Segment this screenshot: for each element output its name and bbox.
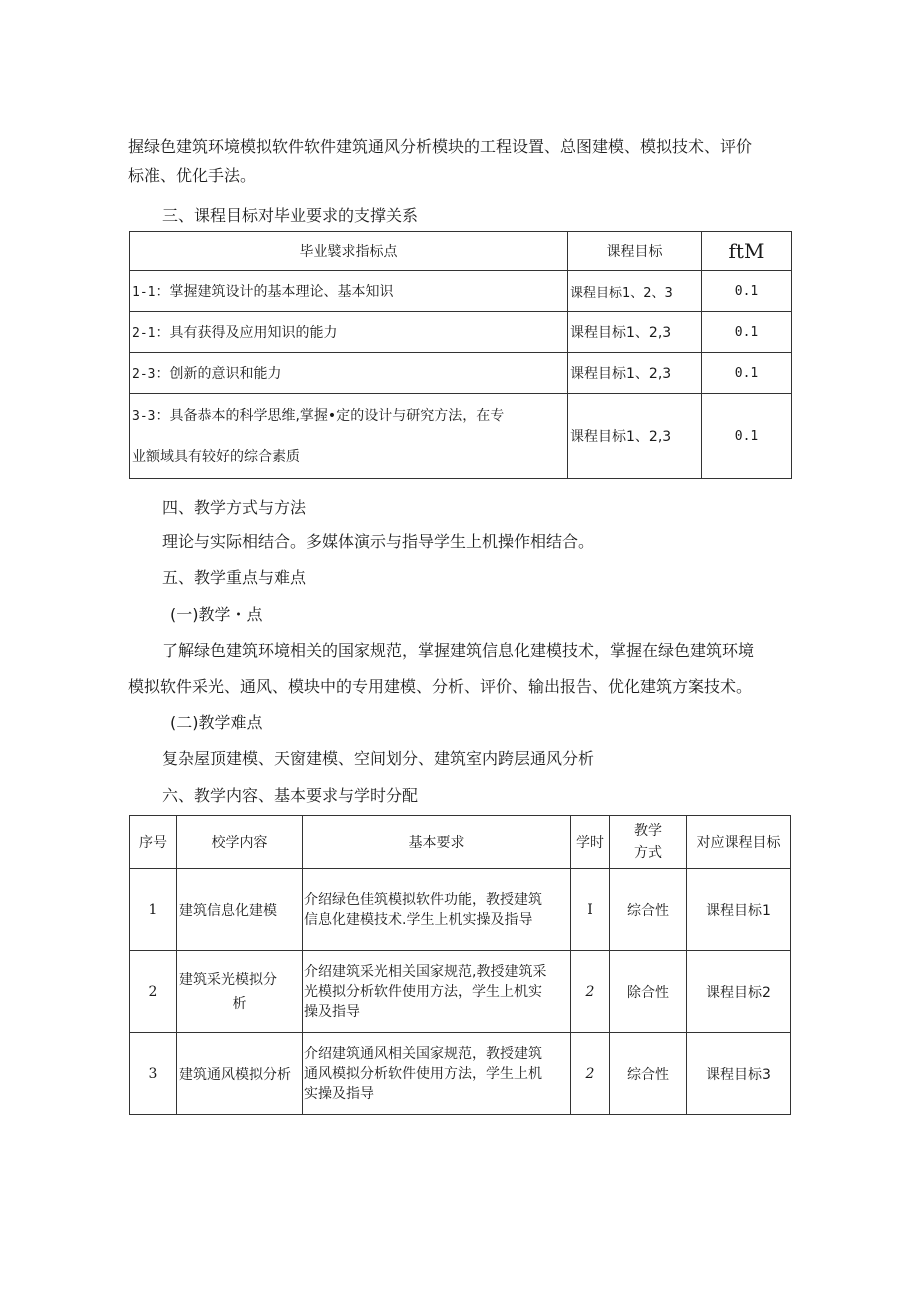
section-5-body-1 xyxy=(128,636,754,701)
row-number: 3 xyxy=(130,1033,177,1115)
row-hours: 2 xyxy=(571,1033,610,1115)
header-number: 序号 xyxy=(130,816,177,869)
table-row xyxy=(130,394,792,479)
row-req-line-1: 介绍建筑通风相关国家规范，教授建筑 xyxy=(304,1045,542,1062)
section-4-body: 理论与实际相结合。多媒体演示与指导学生上机操作相结合。 xyxy=(162,532,595,551)
intro-paragraph xyxy=(128,132,752,190)
row-target: 课程目标2 xyxy=(687,951,791,1033)
row-req-line-2: 通风模拟分析软件使用方法，学生上机 xyxy=(304,1065,542,1082)
body-1-line-1: 了解绿色建筑环境相关的国家规范，掌握建筑信息化建模技术，掌握在绿色建筑环境 xyxy=(162,641,755,660)
section-4-heading: 四、教学方式与方法 xyxy=(162,498,307,517)
table-row xyxy=(130,1033,791,1115)
table-header-row xyxy=(130,816,791,869)
course-goal-cell: 课程目标1、2、3 xyxy=(568,271,702,312)
section-5-heading: 五、教学重点与难点 xyxy=(162,568,307,587)
indicator-text-line-2: 业额域具有较好的综合素质 xyxy=(132,448,300,465)
table-header-row xyxy=(130,232,792,271)
row-req-line-1: 介绍建筑采光相关国家规范,教授建筑采 xyxy=(304,963,547,980)
body-1-line-2: 模拟软件采光、通风、模块中的专用建模、分析、评价、输出报告、优化建筑方案技术。 xyxy=(128,677,753,696)
row-method: 除合性 xyxy=(610,951,687,1033)
header-content: 校学内容 xyxy=(177,816,303,869)
row-content xyxy=(177,951,303,1033)
row-content-line-1: 建筑信息化建模 xyxy=(179,902,277,919)
header-grad-requirement: 毕业襞求指标点 xyxy=(130,232,568,271)
row-req-line-3: 操及指导 xyxy=(304,1003,360,1020)
row-number: 1 xyxy=(130,869,177,951)
row-content xyxy=(177,869,303,951)
course-goal-cell: 课程目标1、2,3 xyxy=(568,312,702,353)
row-req-line-1: 介绍绿色佳筑模拟软件功能，教授建筑 xyxy=(304,891,542,908)
header-hours: 学时 xyxy=(571,816,610,869)
intro-line-1: 握绿色建筑环境模拟软件软件建筑通风分析模块的工程设置、总图建模、模拟技术、评价 xyxy=(128,137,753,156)
row-requirement xyxy=(303,951,571,1033)
indicator-text: ：创新的意识和能力 xyxy=(155,366,282,382)
row-method: 综合性 xyxy=(610,869,687,951)
indicator-code: 1-1 xyxy=(132,285,156,300)
row-content xyxy=(177,1033,303,1115)
teaching-content-table xyxy=(129,815,791,1115)
row-req-line-3: 实操及指导 xyxy=(304,1085,374,1102)
row-content-line-1: 建筑采光模拟分 xyxy=(179,971,277,988)
row-req-line-2: 光模拟分析软件使用方法，学生上机实 xyxy=(304,983,542,1000)
indicator-text: ：具备恭本的科学思维,掌握•定的设计与研究方法，在专 xyxy=(155,407,505,424)
weight-cell: 0.1 xyxy=(702,353,792,394)
indicator-code: 2-3 xyxy=(132,367,156,382)
row-hours: I xyxy=(571,869,610,951)
row-content-line-2: 析 xyxy=(232,995,247,1012)
header-weight: ftM xyxy=(702,232,792,271)
header-target: 对应课程目标 xyxy=(687,816,791,869)
course-goal-cell: 课程目标1、2,3 xyxy=(568,394,702,479)
table-row xyxy=(130,353,792,394)
weight-cell: 0.1 xyxy=(702,394,792,479)
indicator-code: 3-3 xyxy=(132,408,156,424)
weight-cell: 0.1 xyxy=(702,271,792,312)
header-course-goal: 课程目标 xyxy=(568,232,702,271)
indicator-text: ：具有获得及应用知识的能力 xyxy=(155,325,338,341)
table-row xyxy=(130,271,792,312)
table-row xyxy=(130,869,791,951)
indicator-code: 2-1 xyxy=(132,326,156,341)
row-hours: 2 xyxy=(571,951,610,1033)
intro-line-2: 标准、优化手法。 xyxy=(128,166,257,185)
header-method-line-2: 方式 xyxy=(634,845,662,861)
header-method-line-1: 教学 xyxy=(634,823,662,839)
row-requirement xyxy=(303,1033,571,1115)
course-goal-cell: 课程目标1、2,3 xyxy=(568,353,702,394)
row-requirement xyxy=(303,869,571,951)
support-relation-table xyxy=(129,231,792,479)
section-6-heading: 六、教学内容、基本要求与学时分配 xyxy=(162,786,419,805)
indicator-text: ：掌握建筑设计的基本理论、基本知识 xyxy=(155,284,394,300)
table-row xyxy=(130,951,791,1033)
section-3-heading: 三、课程目标对毕业要求的支撑关系 xyxy=(162,206,419,225)
row-target: 课程目标1 xyxy=(687,869,791,951)
header-method xyxy=(610,816,687,869)
section-5-body-2: 复杂屋顶建模、天窗建模、空间划分、建筑室内跨层通风分析 xyxy=(162,749,595,768)
weight-cell: 0.1 xyxy=(702,312,792,353)
section-5-sub-1: (一)教学・点 xyxy=(170,605,263,624)
row-number: 2 xyxy=(130,951,177,1033)
row-content-line-1: 建筑通风模拟分析 xyxy=(179,1066,291,1083)
row-target: 课程目标3 xyxy=(687,1033,791,1115)
row-method: 综合性 xyxy=(610,1033,687,1115)
table-row xyxy=(130,312,792,353)
row-req-line-2: 信息化建模技术.学生上机实操及指导 xyxy=(304,911,533,928)
section-5-sub-2: (二)教学难点 xyxy=(170,713,263,732)
header-requirement: 基本要求 xyxy=(303,816,571,869)
